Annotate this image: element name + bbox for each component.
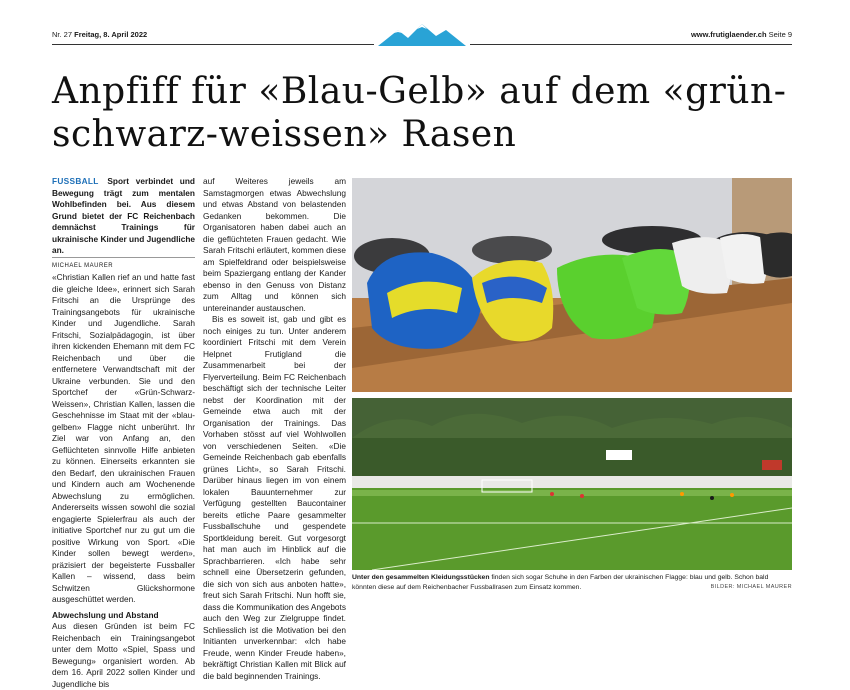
photo-football-pitch	[352, 398, 792, 570]
article-column-2	[203, 176, 346, 682]
article-column-1	[52, 176, 195, 690]
article-lead	[52, 176, 195, 257]
website-link[interactable]: www.frutiglaender.ch	[690, 30, 767, 39]
header-rule-left	[52, 44, 374, 45]
photo-football-boots	[352, 178, 792, 392]
page-title: Anpfiff für «Blau-Gelb» auf dem «grün-schwarz-weissen» Rasen	[52, 71, 787, 155]
issue-number: Nr. 27	[52, 30, 73, 39]
mountains-logo-icon	[378, 24, 466, 48]
body-paragraph-3: auf Weiteres jeweils am Samstagmorgen etwas Abwechslung und etwas Abstand von belastenden Gedanken bekommen. Die Organisatoren haben dabei auch an die geflüchteten Frauen gedacht. Wie Sarah Fritschi erläutert, kommen diese am Spielfeldrand oder beispielsweise beim Spaziergang entlang der Kander ebenso in den Genuss von Distanz zum Alltag und können sich untereinander austauschen.	[203, 176, 346, 313]
subheading: Abwechslung und Abstand	[52, 609, 159, 620]
boots-image	[352, 178, 792, 392]
caption-bold: Unter den gesammelten Kleidungsstücken	[352, 574, 490, 581]
page-number: Seite 9	[768, 30, 792, 39]
header-left	[52, 30, 147, 39]
body-paragraph-2: Aus diesen Gründen ist beim FC Reichenbach ein Trainingsangebot unter dem Motto «Spiel, Spass und Bewegung» organisiert worden. Ab dem 16. April 2022 sollen Kinder und Jugendliche bis	[52, 621, 195, 689]
author-byline: MICHAEL MAURER	[52, 257, 195, 273]
lead-text: Sport verbindet und Bewegung trägt zum mentalen Wohlbefinden bei. Aus diesem Grund bietet der FC Reichenbach demnächst Trainings für ukrainische Kinder und Jugendliche an.	[52, 176, 195, 255]
issue-date: Freitag, 8. April 2022	[74, 30, 148, 39]
rubric-label: FUSSBALL	[52, 176, 99, 186]
caption-text: finden sich sogar Schuhe in den Farben der ukrainischen Flagge: blau und gelb. Schon bald könnten diese auf dem Reichenbacher Fussballrasen zum Einsatz kommen.	[352, 574, 769, 591]
header-rule-right	[470, 44, 792, 45]
photo-credit: BILDER: MICHAEL MAURER	[710, 584, 792, 590]
body-paragraph-4: Bis es soweit ist, gab und gibt es noch einiges zu tun. Unter anderem koordiniert Fritschi mit dem Verein Helpnet Frutigland die Zusammenarbeit bei der Flyerverteilung. Beim FC Reichenbach beschäftigt sich der technische Leiter nebst der Koordination mit der Gemeinde etwa auch mit der Organisation der Trainings. Das Vorhaben stösst auf viel Wohlwollen von verschiedenen Seiten. «Die Gemeinde Reichenbach gab ebenfalls grünes Licht», so Sarah Fritschi. Darüber hinaus liegen im von einem lokalen Bauunternehmer zur Verfügung gestellten Baucontainer bereits etliche Paare gesammelter Fussballschuhe und gespendete Sportkleidung bereit. Gut vorgesorgt hat man auch im Hinblick auf die Sprachbarrieren. «Ich habe sehr schnell eine Übersetzerin gefunden, die sich von sich aus anboten hatte», freut sich Sarah Fritschi. Nun hofft sie, dass die Kommunikation des Angebots auch den Weg zur Zielgruppe findet. Schliesslich ist die Motivation bei den Initianten unverkennbar: «Ich habe Freude, wenn Kinder Freude haben», bekräftigt Christian Kallen mit Blick auf die bald beginnenden Trainings.	[203, 314, 346, 681]
header-right	[691, 30, 792, 39]
pitch-image	[352, 398, 792, 570]
body-paragraph-1: «Christian Kallen rief an und hatte fast die gleiche Idee», erinnert sich Sarah Fritschi an die Ursprünge des Trainingsangebots für ukrainische Kinder und Jugendliche. Sarah Fritschi, Sozialpädagogin, ist über ihren kickenden Ehemann mit dem FC Reichenbach und über die entfernetere Verwandtschaft mit der Ukraine verbunden. Sie und den Sportchef der «Grün-Schwarz-Weissen», Christian Kallen, lassen die Geschehnisse im Staat mit der «blau-gelben» Flagge nicht unberührt. Ihr Ziel war von Anfang an, den Geflüchteten sinnvolle Hilfe anbieten zu können. Einerseits erkannten sie den Bedarf, den ukrainischen Frauen und Kindern auch am Wochenende Abwechslung zu ermöglichen. Andererseits wissen sowohl die sozial engagierte Spielerfrau als auch der initiative Sportchef nur zu gut um die positive Wirkung von Sport. «Die Kinder sollen bewegt werden», präzisiert der begeisterte Fussballer Kallen – wissend, dass beim Schwitzen Glückshormone ausgeschüttet werden.	[52, 272, 195, 604]
